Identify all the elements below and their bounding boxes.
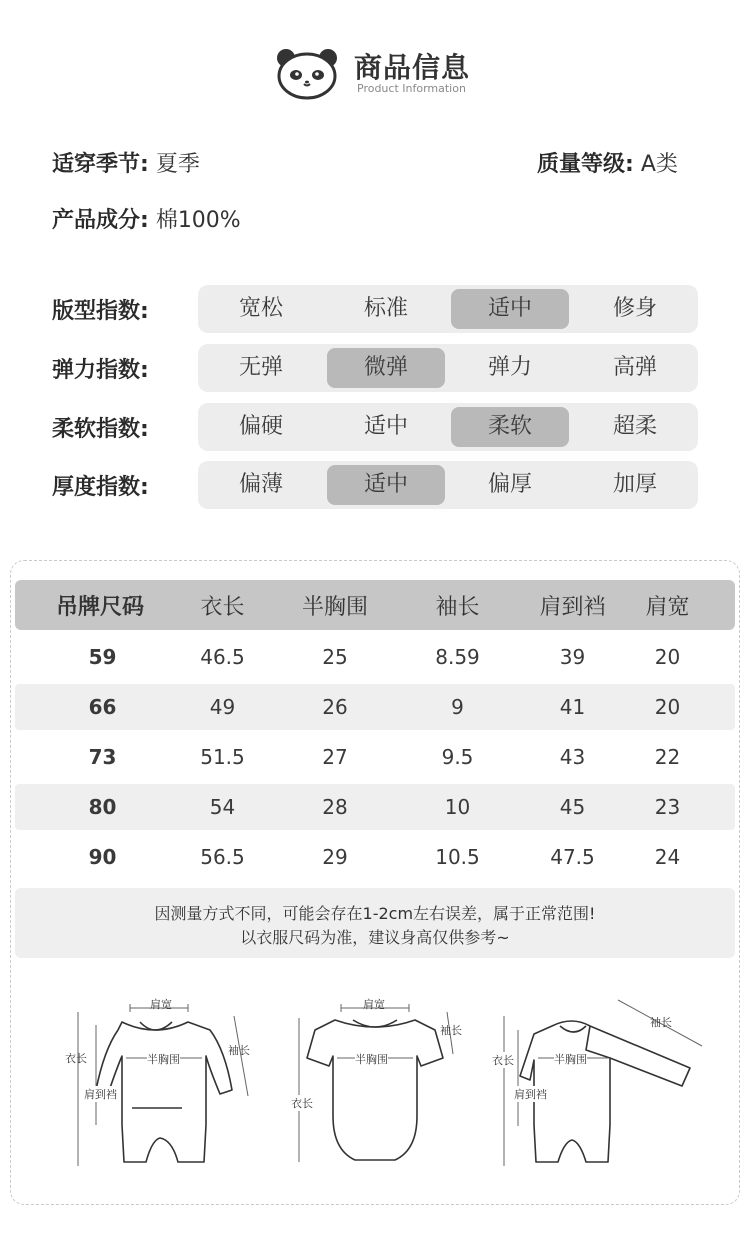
table-cell: 8.59 [435, 645, 480, 669]
fit-option-slim: 修身 [612, 296, 657, 321]
header-sleeve: 袖长 [435, 594, 480, 620]
table-row [15, 684, 735, 730]
table-cell: 28 [322, 795, 348, 819]
table-cell: 45 [559, 795, 586, 819]
header-length: 衣长 [200, 594, 245, 620]
elasticity-option-slight: 微弹 [327, 348, 445, 388]
thickness-option-medium: 适中 [327, 465, 445, 505]
table-row [15, 634, 735, 680]
page-header [0, 40, 750, 104]
size-cell: 66 [88, 695, 117, 719]
softness-option-super-soft: 超柔 [612, 414, 657, 439]
diagram1-chest-label: 半胸围 [147, 1053, 180, 1066]
material-label: 产品成分: [52, 208, 149, 233]
size-cell: 80 [88, 795, 117, 819]
diagram2-shoulder-label: 肩宽 [363, 998, 385, 1011]
header-size-tag: 吊牌尺码 [55, 594, 144, 620]
softness-option-soft: 柔软 [451, 407, 569, 447]
size-cell: 59 [88, 645, 117, 669]
diagram2-length-label: 衣长 [291, 1097, 313, 1110]
table-cell: 26 [322, 695, 348, 719]
diagram1-crotch-label: 肩到裆 [84, 1088, 117, 1101]
elasticity-index-label: 弹力指数: [52, 358, 149, 383]
table-cell: 54 [209, 795, 236, 819]
grade-value: A类 [640, 152, 678, 177]
season-info [52, 147, 200, 178]
softness-option-hard: 偏硬 [238, 414, 283, 439]
table-cell: 41 [559, 695, 586, 719]
page-title: 商品信息 [354, 51, 471, 84]
size-cell: 73 [88, 745, 117, 769]
diagram3-sleeve-label: 袖长 [650, 1016, 672, 1029]
thickness-index-label: 厚度指数: [52, 475, 149, 500]
softness-index-row [0, 403, 750, 451]
romper-raglan-illustration [490, 990, 725, 1180]
thickness-index-bar [198, 461, 698, 509]
table-cell: 25 [322, 645, 348, 669]
table-cell: 47.5 [550, 845, 595, 869]
table-row [15, 834, 735, 880]
bodysuit-illustration [285, 990, 475, 1180]
fit-index-bar [198, 285, 698, 333]
table-cell: 27 [322, 745, 348, 769]
table-cell: 22 [654, 745, 681, 769]
table-cell: 20 [654, 645, 681, 669]
thickness-option-thin: 偏薄 [238, 472, 283, 497]
table-cell: 20 [654, 695, 681, 719]
romper-long-sleeve-illustration [60, 990, 260, 1180]
fit-index-row [0, 285, 750, 333]
table-cell: 56.5 [200, 845, 245, 869]
season-label: 适穿季节: [52, 152, 149, 177]
fit-option-medium: 适中 [451, 289, 569, 329]
table-cell: 23 [654, 795, 681, 819]
header-shoulder-width: 肩宽 [645, 594, 690, 620]
table-cell: 51.5 [200, 745, 245, 769]
softness-index-bar [198, 403, 698, 451]
diagram3-length-label: 衣长 [492, 1054, 514, 1067]
fit-index-label: 版型指数: [52, 299, 149, 324]
elasticity-option-none: 无弹 [238, 355, 283, 380]
table-cell: 10.5 [435, 845, 480, 869]
fit-option-loose: 宽松 [238, 296, 283, 321]
bodysuit-diagram [285, 990, 475, 1180]
diagram3-crotch-label: 肩到裆 [514, 1088, 547, 1101]
table-cell: 49 [209, 695, 236, 719]
size-cell: 90 [88, 845, 117, 869]
diagram1-length-label: 衣长 [65, 1052, 87, 1065]
size-table-header [15, 580, 735, 630]
table-cell: 9 [451, 695, 464, 719]
grade-label: 质量等级: [537, 152, 634, 177]
material-value: 棉100% [155, 208, 241, 233]
header-half-chest: 半胸围 [301, 594, 368, 620]
table-cell: 9.5 [441, 745, 474, 769]
softness-index-label: 柔软指数: [52, 417, 149, 442]
table-cell: 39 [559, 645, 586, 669]
elasticity-option-high: 高弹 [612, 355, 657, 380]
diagram1-shoulder-label: 肩宽 [150, 998, 172, 1011]
table-cell: 46.5 [200, 645, 245, 669]
grade-info [537, 147, 678, 178]
page-subtitle: Product Information [357, 82, 466, 95]
table-cell: 29 [322, 845, 348, 869]
diagram2-sleeve-label: 袖长 [440, 1024, 462, 1037]
table-cell: 24 [654, 845, 681, 869]
table-row [15, 734, 735, 780]
romper-raglan-diagram [490, 990, 725, 1180]
thickness-option-thick: 偏厚 [487, 472, 532, 497]
diagram2-chest-label: 半胸围 [355, 1053, 388, 1066]
table-row [15, 784, 735, 830]
elasticity-option-elastic: 弹力 [487, 355, 532, 380]
material-info [52, 203, 241, 234]
romper-long-sleeve-diagram [60, 990, 260, 1180]
note-line-1: 因测量方式不同，可能会存在1-2cm左右误差，属于正常范围! [154, 904, 596, 923]
diagram3-chest-label: 半胸围 [554, 1053, 587, 1066]
table-cell: 10 [444, 795, 471, 819]
note-line-2: 以衣服尺码为准，建议身高仅供参考~ [240, 928, 510, 947]
fit-option-standard: 标准 [363, 296, 408, 321]
elasticity-index-bar [198, 344, 698, 392]
header-shoulder-crotch: 肩到裆 [539, 594, 606, 620]
diagram1-sleeve-label: 袖长 [228, 1044, 250, 1057]
table-cell: 43 [559, 745, 586, 769]
thickness-index-row [0, 461, 750, 509]
softness-option-medium: 适中 [363, 414, 408, 439]
measurement-note [15, 888, 735, 958]
elasticity-index-row [0, 344, 750, 392]
panda-icon [274, 44, 340, 100]
season-value: 夏季 [155, 152, 200, 177]
thickness-option-extra-thick: 加厚 [612, 472, 657, 497]
